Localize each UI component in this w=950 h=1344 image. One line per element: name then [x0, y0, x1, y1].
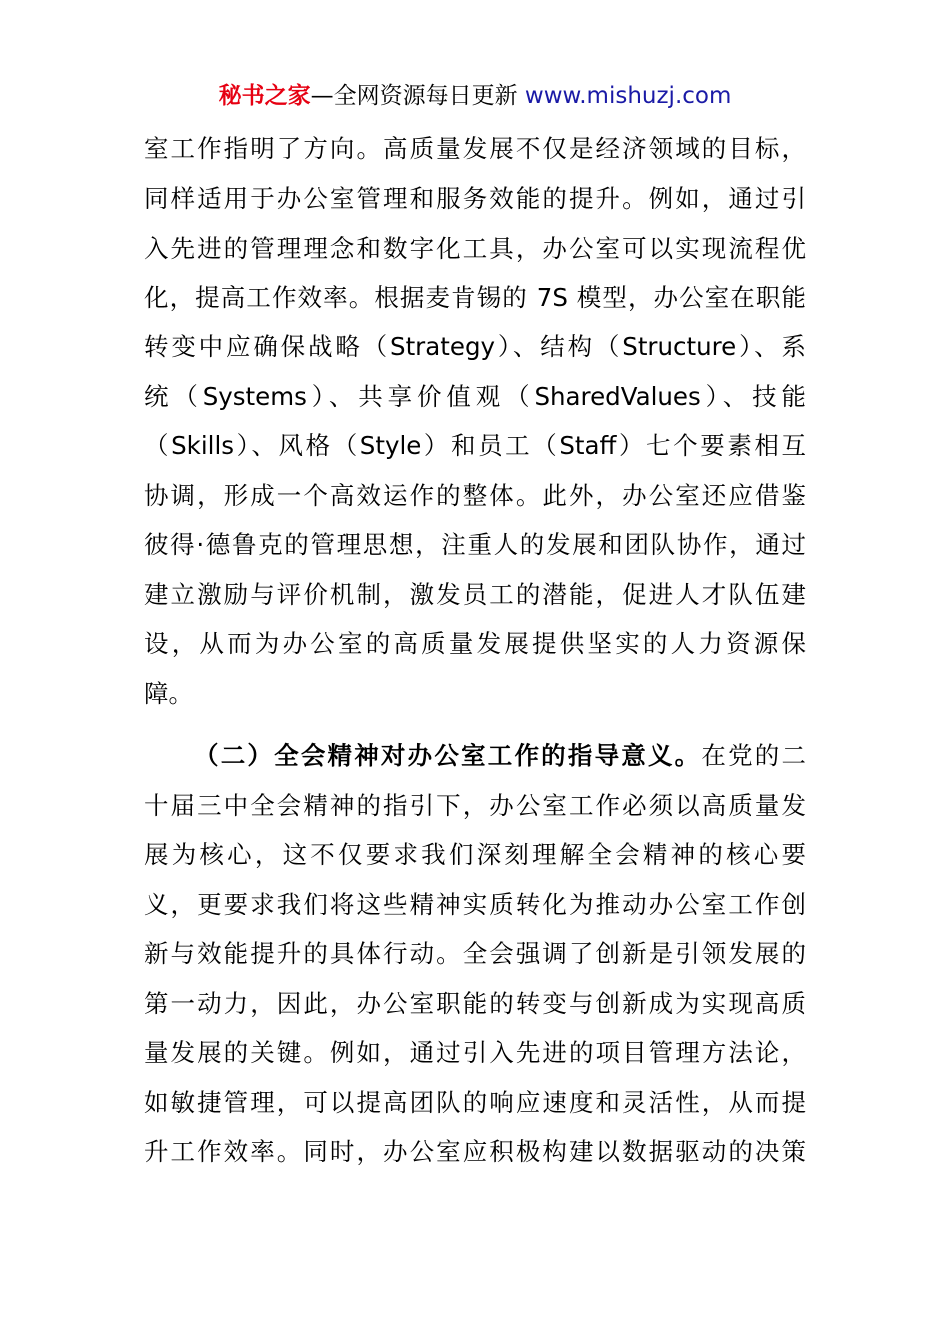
- paragraph-line: 升工作效率。同时，办公室应积极构建以数据驱动的决策: [144, 1137, 806, 1166]
- paragraph-line: （Skills）、风格（Style）和员工（Staff）七个要素相互: [144, 431, 806, 460]
- section-heading: （二）全会精神对办公室工作的指导意义。: [194, 741, 702, 770]
- paragraph-line: 建立激励与评价机制，激发员工的潜能，促进人才队伍建: [144, 580, 806, 609]
- paragraph-line: 室工作指明了方向。高质量发展不仅是经济领域的目标，: [144, 134, 806, 163]
- paragraph-line: 入先进的管理理念和数字化工具，办公室可以实现流程优: [144, 234, 806, 263]
- paragraph-line: 展为核心，这不仅要求我们深刻理解全会精神的核心要: [144, 840, 806, 869]
- page-header: [0, 80, 950, 112]
- paragraph-line: 十届三中全会精神的指引下，办公室工作必须以高质量发: [144, 791, 806, 820]
- paragraph-line: 同样适用于办公室管理和服务效能的提升。例如，通过引: [144, 184, 806, 213]
- section-first-line: [194, 739, 806, 773]
- paragraph-line: 统（Systems）、共享价值观（SharedValues）、技能: [144, 382, 806, 411]
- paragraph-line: 设，从而为办公室的高质量发展提供坚实的人力资源保: [144, 629, 806, 658]
- section-first-line-rest: 在党的二: [701, 741, 807, 770]
- site-brand: 秘书之家: [218, 83, 311, 109]
- paragraph-line: 如敏捷管理，可以提高团队的响应速度和灵活性，从而提: [144, 1088, 806, 1117]
- site-url[interactable]: www.mishuzj.com: [524, 83, 732, 109]
- paragraph-line: 第一动力，因此，办公室职能的转变与创新成为实现高质: [144, 989, 806, 1018]
- site-tagline: —全网资源每日更新: [310, 83, 525, 109]
- paragraph-line: 障。: [144, 679, 193, 708]
- paragraph-line: 新与效能提升的具体行动。全会强调了创新是引领发展的: [144, 939, 806, 968]
- paragraph-line: 化，提高工作效率。根据麦肯锡的 7S 模型，办公室在职能: [144, 283, 806, 312]
- paragraph-line: 转变中应确保战略（Strategy）、结构（Structure）、系: [144, 332, 806, 361]
- paragraph-line: 彼得·德鲁克的管理思想，注重人的发展和团队协作，通过: [144, 530, 806, 559]
- paragraph-line: 义，更要求我们将这些精神实质转化为推动办公室工作创: [144, 890, 806, 919]
- paragraph-line: 量发展的关键。例如，通过引入先进的项目管理方法论，: [144, 1038, 806, 1067]
- paragraph-line: 协调，形成一个高效运作的整体。此外，办公室还应借鉴: [144, 481, 806, 510]
